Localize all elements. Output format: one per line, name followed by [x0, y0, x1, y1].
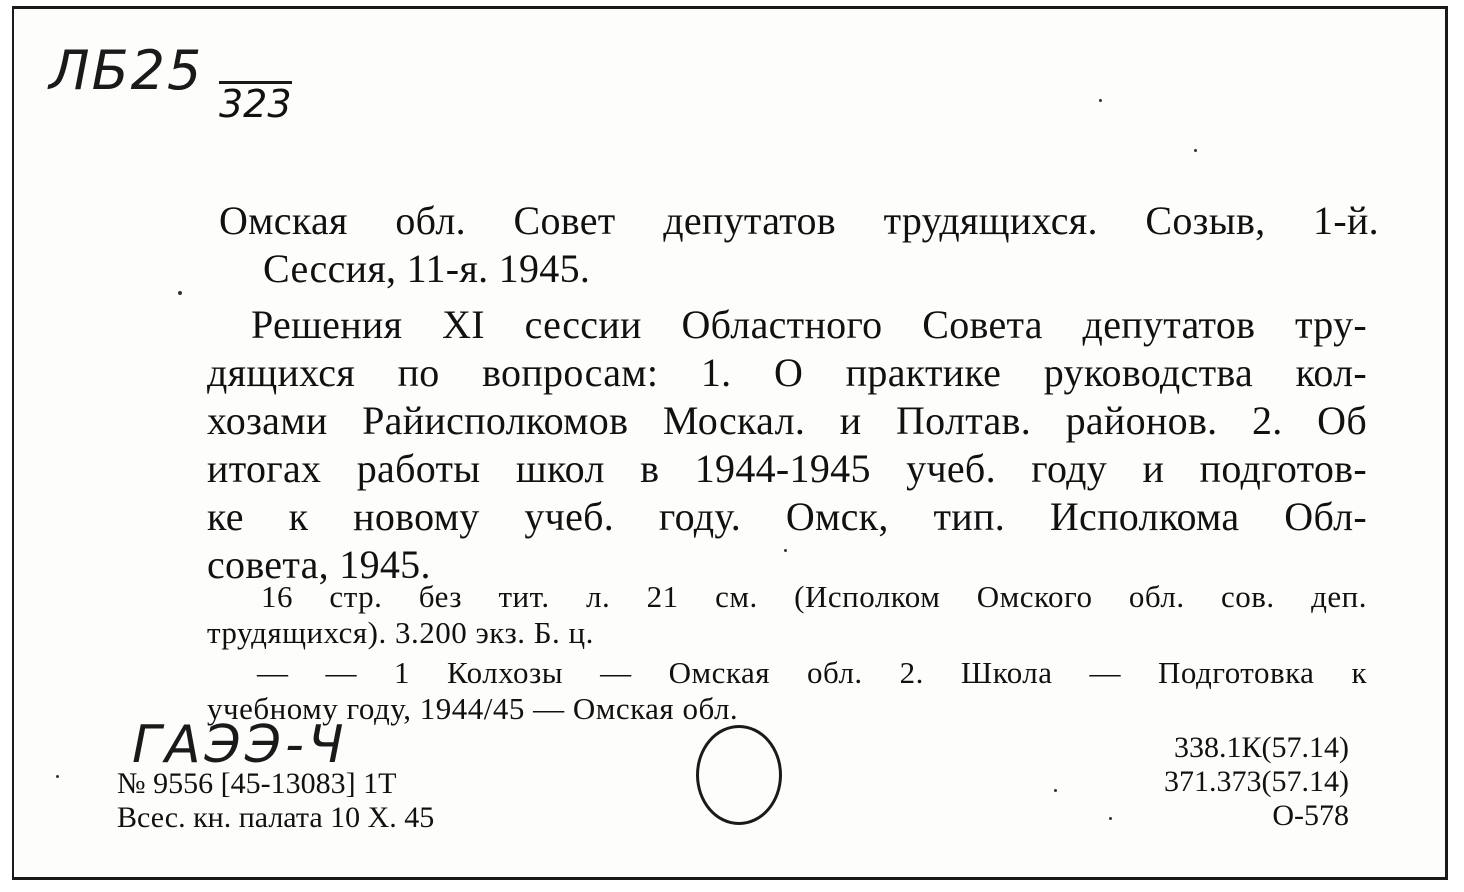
heading-line-1: Омская обл. Совет депутатов трудящихся. Созыв, 1-й.: [219, 198, 1379, 243]
ink-speck: [1099, 99, 1102, 102]
ink-speck: [56, 775, 59, 778]
subject-line-2: учебному году, 1944/45 — Омская обл.: [207, 691, 739, 726]
heading-line-2: Сессия, 11-я. 1945.: [263, 246, 591, 291]
handwritten-accession: ГАЭЭ-Ч: [132, 715, 348, 775]
collation-line-1: 16 стр. без тит. л. 21 см. (Исполком Омского обл. сов. деп.: [261, 579, 1367, 614]
classification-2: 371.373(57.14): [1164, 765, 1349, 798]
book-chamber-note: Всес. кн. палата 10 X. 45: [117, 801, 435, 834]
classification-1: 338.1К(57.14): [1174, 731, 1349, 764]
handwritten-shelfmark-sub: 323: [219, 82, 292, 126]
ink-speck: [1194, 149, 1197, 152]
body-line-6: совета, 1945.: [207, 542, 431, 587]
card-number: № 9556 [45-13083] 1Т: [117, 767, 397, 800]
stamp-circle-mark: [696, 725, 782, 825]
body-line-3: хозами Райисполкомов Москал. и Полтав. районов. 2. Об: [207, 398, 1367, 443]
ink-speck: [1109, 817, 1112, 820]
author-mark: О-578: [1272, 799, 1349, 832]
body-line-5: ке к новому учеб. году. Омск, тип. Исполкома Обл-: [207, 494, 1367, 539]
subject-line-1: — — 1 Колхозы — Омская обл. 2. Школа — Подготовка к: [257, 655, 1367, 690]
body-line-4: итогах работы школ в 1944-1945 учеб. году и подготов-: [207, 446, 1367, 491]
collation-block: [207, 579, 1367, 651]
collation-line-2: трудящихся). 3.200 экз. Б. ц.: [207, 615, 594, 650]
ink-speck: [784, 549, 787, 552]
card-main-entry: [219, 197, 1379, 293]
catalog-card: [12, 6, 1448, 880]
subject-block: [207, 655, 1367, 727]
card-title-block: [207, 301, 1367, 589]
handwritten-shelfmark: ЛБ25: [49, 39, 204, 102]
body-line-1: Решения XI сессии Областного Совета депутатов тру-: [251, 302, 1367, 347]
ink-speck: [178, 291, 182, 295]
body-line-2: дящихся по вопросам: 1. О практике руководства кол-: [207, 350, 1367, 395]
ink-speck: [1054, 789, 1057, 792]
